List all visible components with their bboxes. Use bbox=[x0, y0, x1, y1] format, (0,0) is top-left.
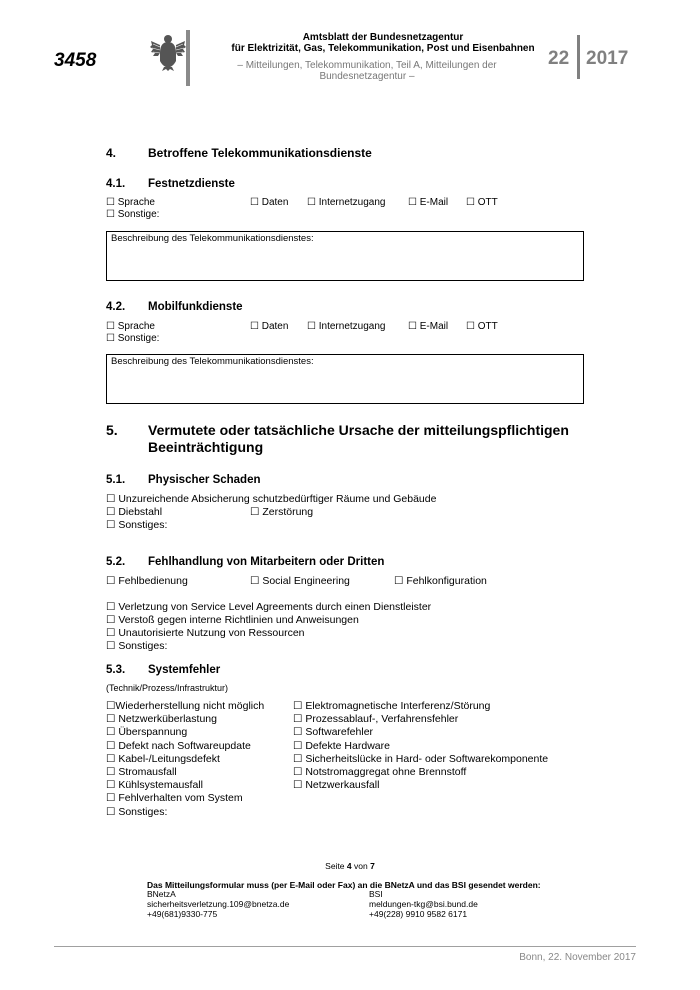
section-5-1-number: 5.1. bbox=[106, 474, 126, 486]
systemfehler-left-column bbox=[106, 700, 264, 819]
bsi-contact bbox=[369, 889, 478, 919]
bsi-email[interactable]: meldungen-tkg@bsi.bund.de bbox=[369, 899, 478, 909]
section-5-number: 5. bbox=[106, 422, 118, 438]
checkbox-mobilfunk-daten[interactable]: ☐ Daten bbox=[250, 321, 289, 332]
issue-year: 2017 bbox=[586, 48, 629, 69]
checkbox-fehlhandlung-sonstiges[interactable]: ☐ Sonstiges: bbox=[106, 640, 168, 652]
checkbox-sla-verletzung[interactable]: ☐ Verletzung von Service Level Agreements durch einen Dienstleister bbox=[106, 601, 432, 613]
checkbox-festnetz-email[interactable]: ☐ E-Mail bbox=[408, 197, 449, 208]
section-5-title-line1: Vermutete oder tatsächliche Ursache der mitteilungspflichtigen bbox=[148, 422, 569, 438]
issue-number: 22 bbox=[548, 48, 570, 69]
mobilfunk-description-field[interactable] bbox=[106, 354, 584, 404]
journal-title: Amtsblatt der Bundesnetzagentur bbox=[302, 32, 464, 43]
issue-divider bbox=[577, 35, 580, 79]
page-indicator bbox=[250, 861, 450, 871]
checkbox-fehlkonfiguration[interactable]: ☐ Fehlkonfiguration bbox=[394, 575, 487, 587]
checkbox-softwarefehler[interactable]: ☐ Softwarefehler bbox=[293, 726, 374, 739]
section-4-title: Betroffene Telekommunikationsdienste bbox=[148, 146, 372, 160]
section-5-2-title: Fehlhandlung von Mitarbeitern oder Dritten bbox=[148, 556, 385, 568]
section-4-1-title: Festnetzdienste bbox=[148, 178, 235, 190]
checkbox-fehlbedienung[interactable]: ☐ Fehlbedienung bbox=[106, 575, 188, 587]
checkbox-festnetz-sonstige[interactable]: ☐ Sonstige: bbox=[106, 209, 160, 220]
checkbox-social-engineering[interactable]: ☐ Social Engineering bbox=[250, 575, 350, 587]
checkbox-notstromaggregat[interactable]: ☐ Notstromaggregat ohne Brennstoff bbox=[293, 766, 467, 779]
bnetza-contact bbox=[147, 889, 289, 919]
bnetza-phone: +49(681)9330-775 bbox=[147, 909, 218, 919]
footer-divider bbox=[54, 946, 636, 947]
festnetz-description-field[interactable] bbox=[106, 231, 584, 281]
checkbox-stromausfall[interactable]: ☐ Stromausfall bbox=[106, 766, 177, 779]
checkbox-unzureichende-absicherung[interactable]: ☐ Unzureichende Absicherung schutzbedürftiger Räume und Gebäude bbox=[106, 493, 437, 505]
checkbox-festnetz-ott[interactable]: ☐ OTT bbox=[466, 197, 498, 208]
checkbox-festnetz-sprache[interactable]: ☐ Sprache bbox=[106, 197, 155, 208]
festnetz-description-label: Beschreibung des Telekommunikationsdienstes: bbox=[111, 233, 314, 244]
section-5-3-number: 5.3. bbox=[106, 664, 126, 676]
checkbox-prozessablauf[interactable]: ☐ Prozessablauf-, Verfahrensfehler bbox=[293, 713, 459, 726]
section-5-title bbox=[148, 422, 569, 456]
bsi-name: BSI bbox=[369, 889, 383, 899]
section-5-1-title: Physischer Schaden bbox=[148, 474, 261, 486]
federal-eagle-icon bbox=[150, 33, 186, 71]
checkbox-festnetz-internetzugang[interactable]: ☐ Internetzugang bbox=[307, 197, 386, 208]
header-divider bbox=[186, 30, 190, 86]
checkbox-defekte-hardware[interactable]: ☐ Defekte Hardware bbox=[293, 739, 390, 752]
checkbox-mobilfunk-sprache[interactable]: ☐ Sprache bbox=[106, 321, 155, 332]
checkbox-kabeldefekt[interactable]: ☐ Kabel-/Leitungsdefekt bbox=[106, 752, 220, 765]
checkbox-festnetz-daten[interactable]: ☐ Daten bbox=[250, 197, 289, 208]
section-4-2-number: 4.2. bbox=[106, 301, 126, 313]
publication-date: Bonn, 22. November 2017 bbox=[519, 952, 636, 963]
checkbox-kuehlsystemausfall[interactable]: ☐ Kühlsystemausfall bbox=[106, 779, 203, 792]
checkbox-defekt-softwareupdate[interactable]: ☐ Defekt nach Softwareupdate bbox=[106, 739, 251, 752]
checkbox-em-interferenz[interactable]: ☐ Elektromagnetische Interferenz/Störung bbox=[293, 700, 491, 712]
submission-note: Das Mitteilungsformular muss (per E-Mail oder Fax) an die BNetzA und das BSI gesendet werden: bbox=[147, 880, 541, 890]
checkbox-netzwerkueberlastung[interactable]: ☐ Netzwerküberlastung bbox=[106, 713, 217, 726]
bnetza-email[interactable]: sicherheitsverletzung.109@bnetza.de bbox=[147, 899, 290, 909]
page-total: 7 bbox=[370, 861, 375, 871]
checkbox-diebstahl[interactable]: ☐ Diebstahl bbox=[106, 506, 163, 518]
section-4-2-title: Mobilfunkdienste bbox=[148, 301, 243, 313]
section-5-2-number: 5.2. bbox=[106, 556, 126, 568]
section-4-1-number: 4.1. bbox=[106, 178, 126, 190]
page-of: von bbox=[354, 861, 368, 871]
journal-section: – Mitteilungen, Telekommunikation, Teil A, Mitteilungen der Bundesnetzagentur – bbox=[237, 60, 497, 82]
page-label: Seite bbox=[325, 861, 345, 871]
page-number: 3458 bbox=[54, 50, 97, 71]
systemfehler-right-column bbox=[293, 700, 548, 792]
section-5-3-subtitle: (Technik/Prozess/Infrastruktur) bbox=[106, 683, 229, 693]
section-4-number: 4. bbox=[106, 146, 117, 160]
checkbox-systemfehler-sonstiges[interactable]: ☐ Sonstiges: bbox=[106, 805, 168, 818]
checkbox-physisch-sonstiges[interactable]: ☐ Sonstiges: bbox=[106, 519, 168, 531]
bnetza-name: BNetzA bbox=[147, 889, 176, 899]
checkbox-mobilfunk-internetzugang[interactable]: ☐ Internetzugang bbox=[307, 321, 386, 332]
section-5-title-line2: Beeinträchtigung bbox=[148, 439, 264, 455]
mobilfunk-description-label: Beschreibung des Telekommunikationsdienstes: bbox=[111, 356, 314, 367]
checkbox-wiederherstellung[interactable]: ☐Wiederherstellung nicht möglich bbox=[106, 700, 265, 712]
checkbox-unautorisierte-nutzung[interactable]: ☐ Unautorisierte Nutzung von Ressourcen bbox=[106, 627, 305, 639]
checkbox-sicherheitsluecke[interactable]: ☐ Sicherheitslücke in Hard- oder Softwarekomponente bbox=[293, 752, 549, 765]
journal-subtitle: für Elektrizität, Gas, Telekommunikation, Post und Eisenbahnen bbox=[231, 43, 535, 54]
checkbox-fehlverhalten-system[interactable]: ☐ Fehlverhalten vom System bbox=[106, 792, 243, 805]
bsi-phone: +49(228) 9910 9582 6171 bbox=[369, 909, 468, 919]
checkbox-richtlinien-verstoss[interactable]: ☐ Verstoß gegen interne Richtlinien und Anweisungen bbox=[106, 614, 359, 626]
checkbox-ueberspannung[interactable]: ☐ Überspannung bbox=[106, 726, 188, 739]
checkbox-netzwerkausfall[interactable]: ☐ Netzwerkausfall bbox=[293, 779, 380, 792]
checkbox-mobilfunk-ott[interactable]: ☐ OTT bbox=[466, 321, 498, 332]
section-5-3-title: Systemfehler bbox=[148, 664, 221, 676]
page-current: 4 bbox=[346, 861, 352, 871]
checkbox-mobilfunk-sonstige[interactable]: ☐ Sonstige: bbox=[106, 333, 160, 344]
checkbox-zerstoerung[interactable]: ☐ Zerstörung bbox=[250, 506, 314, 518]
checkbox-mobilfunk-email[interactable]: ☐ E-Mail bbox=[408, 321, 449, 332]
